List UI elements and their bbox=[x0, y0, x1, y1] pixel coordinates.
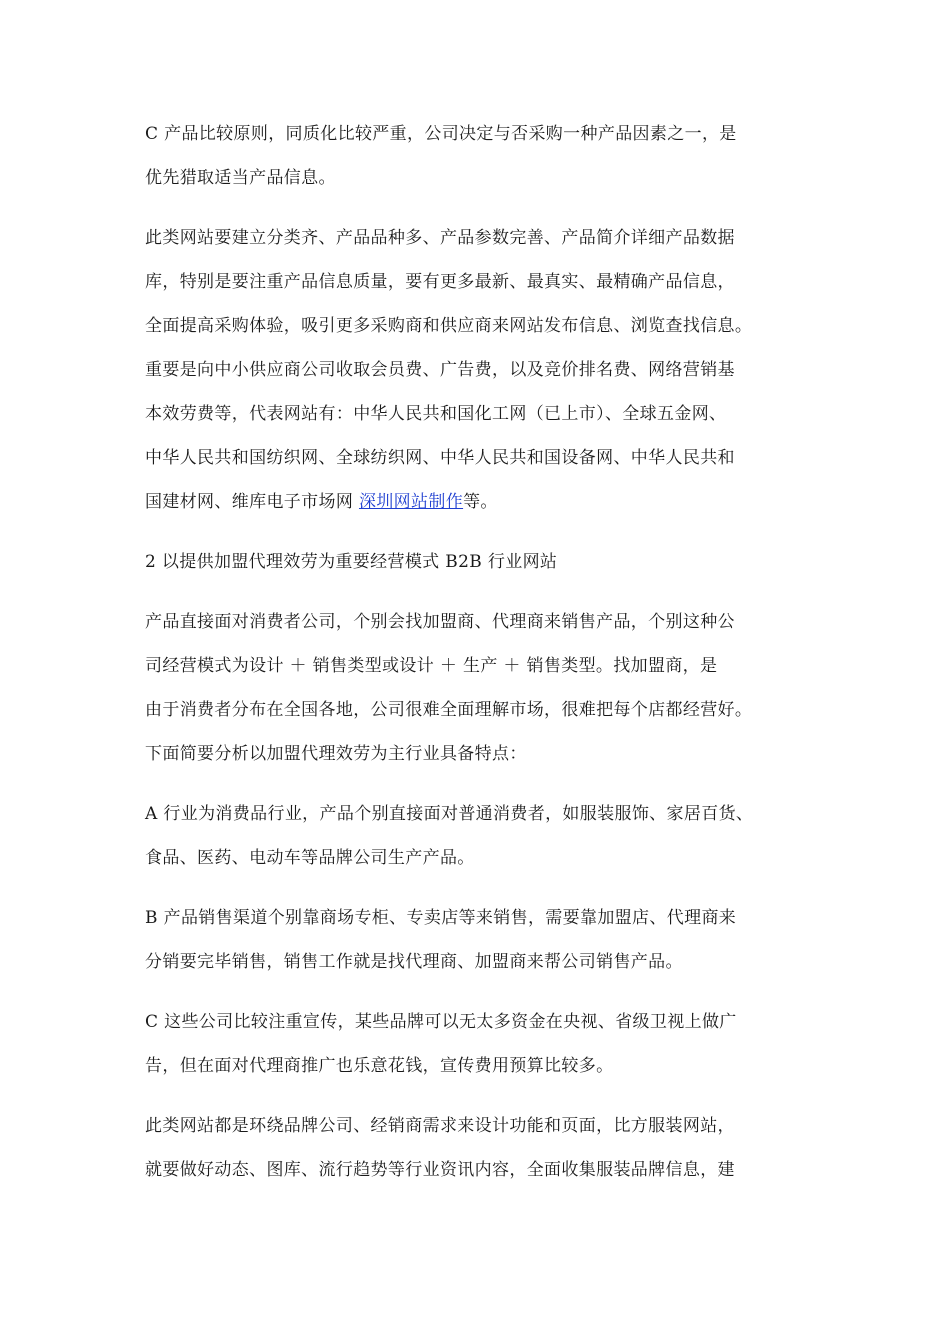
text-line: 就要做好动态、图库、流行趋势等行业资讯内容，全面收集服装品牌信息，建 bbox=[145, 1160, 735, 1180]
text-line: B 产品销售渠道个别靠商场专柜、专卖店等来销售，需要靠加盟店、代理商来 bbox=[145, 908, 737, 928]
text-line: 由于消费者分布在全国各地，公司很难全面理解市场，很难把每个店都经营好。 bbox=[145, 700, 753, 720]
text-line: C 这些公司比较注重宣传，某些品牌可以无太多资金在央视、省级卫视上做广 bbox=[145, 1012, 737, 1032]
paragraph-website-description bbox=[145, 216, 805, 524]
section-heading bbox=[145, 540, 805, 584]
text-line: 库，特别是要注重产品信息质量，要有更多最新、最真实、最精确产品信息， bbox=[145, 272, 735, 292]
text-segment: 等。 bbox=[463, 492, 498, 512]
text-line: 此类网站都是环绕品牌公司、经销商需求来设计功能和页面，比方服装网站， bbox=[145, 1116, 735, 1136]
text-line: 重要是向中小供应商公司收取会员费、广告费，以及竞价排名费、网络营销基 bbox=[145, 360, 735, 380]
paragraph-point-c bbox=[145, 1000, 805, 1088]
text-line-with-link bbox=[145, 480, 805, 524]
text-line: 此类网站要建立分类齐、产品品种多、产品参数完善、产品简介详细产品数据 bbox=[145, 228, 735, 248]
text-segment: 国建材网、维库电子市场网 bbox=[145, 492, 359, 512]
text-line: 全面提高采购体验，吸引更多采购商和供应商来网站发布信息、浏览查找信息。 bbox=[145, 316, 753, 336]
text-line: 告，但在面对代理商推广也乐意花钱，宣传费用预算比较多。 bbox=[145, 1056, 614, 1076]
text-line: C 产品比较原则，同质化比较严重，公司决定与否采购一种产品因素之一，是 bbox=[145, 124, 737, 144]
paragraph-website-design bbox=[145, 1104, 805, 1192]
text-line: 下面简要分析以加盟代理效劳为主行业具备特点： bbox=[145, 744, 527, 764]
text-line: 司经营模式为设计 ＋ 销售类型或设计 ＋ 生产 ＋ 销售类型。找加盟商，是 bbox=[145, 656, 718, 676]
text-line: 中华人民共和国纺织网、全球纺织网、中华人民共和国设备网、中华人民共和 bbox=[145, 448, 735, 468]
paragraph-franchise-intro bbox=[145, 600, 805, 776]
text-line: 食品、医药、电动车等品牌公司生产产品。 bbox=[145, 848, 475, 868]
text-line: 产品直接面对消费者公司，个别会找加盟商、代理商来销售产品，个别这种公 bbox=[145, 612, 735, 632]
shenzhen-website-link[interactable]: 深圳网站制作 bbox=[358, 492, 464, 512]
text-line: 分销要完毕销售，销售工作就是找代理商、加盟商来帮公司销售产品。 bbox=[145, 952, 683, 972]
text-line: A 行业为消费品行业，产品个别直接面对普通消费者，如服装服饰、家居百货、 bbox=[145, 804, 754, 824]
text-line: 本效劳费等，代表网站有：中华人民共和国化工网（已上市）、全球五金网、 bbox=[145, 404, 727, 424]
paragraph-point-b bbox=[145, 896, 805, 984]
text-line: 优先猎取适当产品信息。 bbox=[145, 168, 336, 188]
paragraph-point-a bbox=[145, 792, 805, 880]
paragraph-product-comparison bbox=[145, 112, 805, 200]
heading-text: 2 以提供加盟代理效劳为重要经营模式 B2B 行业网站 bbox=[145, 552, 558, 572]
document-body bbox=[145, 112, 805, 1208]
